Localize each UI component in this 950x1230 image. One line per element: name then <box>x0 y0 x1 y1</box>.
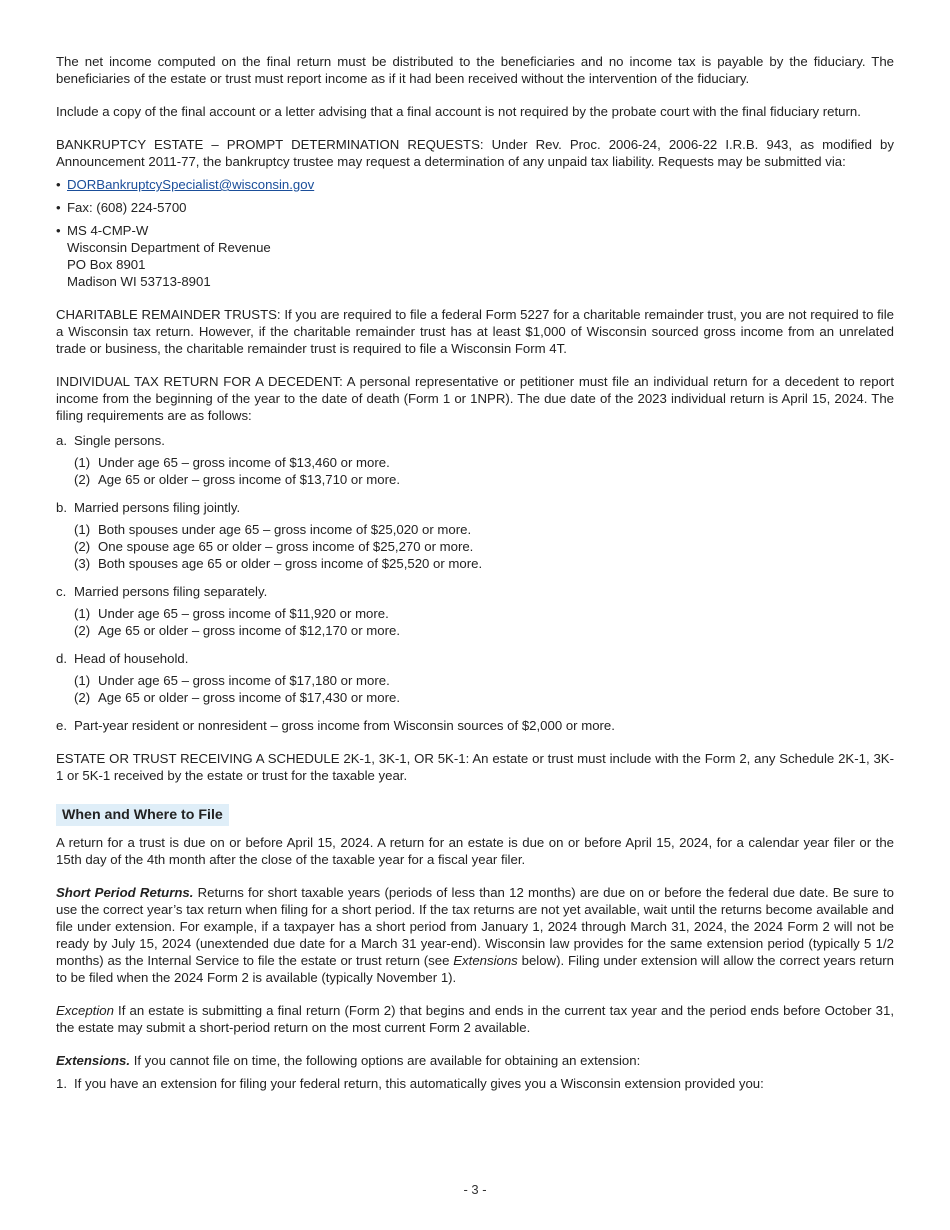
bullet-mail <box>56 222 894 290</box>
sub-text: Age 65 or older – gross income of $17,430 or more. <box>98 690 401 705</box>
sub-number: (2) <box>74 472 91 487</box>
paragraph-extensions <box>56 1052 894 1069</box>
bullet-icon: • <box>56 223 61 238</box>
list-label: Part-year resident or nonresident – gross income from Wisconsin sources of $2,000 or more. <box>74 718 615 733</box>
exception-text: If an estate is submitting a final return (Form 2) that begins and ends in the current tax year and the period ends before October 31, the estate may submit a short-period return on the most current Form 2 available. <box>56 1003 894 1035</box>
sub-number: (1) <box>74 455 91 470</box>
list-letter: c. <box>56 584 67 599</box>
requirement-c <box>56 583 894 639</box>
extensions-reference: Extensions <box>453 953 518 968</box>
extension-item-text: If you have an extension for filing your federal return, this automatically gives you a Wisconsin extension provided you: <box>74 1076 764 1091</box>
paragraph-decedent: INDIVIDUAL TAX RETURN FOR A DECEDENT: A personal representative or petitioner must file an individual return for a decedent to report income from the beginning of the year to the date of death (Form 1 or 1NPR). The due date of the 2023 individual return is April 15, 2024. The filing requirements are as follows: <box>56 374 894 423</box>
paragraph-charitable: CHARITABLE REMAINDER TRUSTS: If you are required to file a federal Form 5227 for a charitable remainder trust, you are not required to file a Wisconsin tax return. However, if the charitable remainder trust has at least $1,000 of Wisconsin sourced gross income from an unrelated trade or business, the charitable remainder trust is required to file a Wisconsin Form 4T. <box>56 307 894 356</box>
paragraph-schedule-k1: ESTATE OR TRUST RECEIVING A SCHEDULE 2K-1, 3K-1, OR 5K-1: An estate or trust must include with the Form 2, any Schedule 2K-1, 3K-1 or 5K-1 received by the estate or trust for the taxable year. <box>56 751 894 783</box>
paragraph-exception <box>56 1002 894 1036</box>
list-label: Married persons filing separately. <box>74 584 268 599</box>
mail-line: MS 4-CMP-W <box>67 223 149 238</box>
list-label: Head of household. <box>74 651 189 666</box>
requirement-a <box>56 432 894 488</box>
short-period-text: Returns for short taxable years (periods of less than 12 months) are due on or before the federal due date. Be sure to use the correct year’s tax return when filing for a short period. If the tax returns are not yet available, wait until the returns become available and file under extension. For example, if a taxpayer has a short period from January 1, 2024 through March 31, 2024, the 2024 Form 2 will not be ready by July 15, 2024 (unextended due date for a March 31 year-end). Wisconsin law provides for the same extension period (typically 5 1/2 months) as the Internal Service to file the estate or trust return (see <box>56 885 894 968</box>
bullet-icon: • <box>56 177 61 192</box>
sub-number: (2) <box>74 623 91 638</box>
requirement-e <box>56 717 894 734</box>
list-label: Single persons. <box>74 433 165 448</box>
sub-text: Under age 65 – gross income of $13,460 or more. <box>98 455 390 470</box>
document-page <box>56 53 894 1092</box>
sub-text: Both spouses under age 65 – gross income of $25,020 or more. <box>98 522 472 537</box>
extensions-label: Extensions. <box>56 1053 131 1068</box>
list-letter: e. <box>56 718 67 733</box>
email-link[interactable]: DORBankruptcySpecialist@wisconsin.gov <box>67 177 315 192</box>
requirement-d <box>56 650 894 706</box>
sub-number: (3) <box>74 556 91 571</box>
bullet-icon: • <box>56 200 61 215</box>
sub-number: (2) <box>74 539 91 554</box>
sub-number: (2) <box>74 690 91 705</box>
extensions-text: If you cannot file on time, the following options are available for obtaining an extension: <box>130 1053 641 1068</box>
extension-item-1 <box>56 1075 894 1092</box>
requirement-b <box>56 499 894 572</box>
list-letter: b. <box>56 500 67 515</box>
mail-line: Madison WI 53713-8901 <box>67 274 211 289</box>
sub-number: (1) <box>74 606 91 621</box>
bullet-fax <box>56 199 894 216</box>
short-period-text-end: below). Filing under extension will allow the correct years return to be filed when the 2024 Form 2 is available (typically November 1). <box>56 953 895 985</box>
paragraph-short-period <box>56 884 894 986</box>
sub-text: Age 65 or older – gross income of $13,710 or more. <box>98 472 401 487</box>
exception-label: Exception <box>56 1003 114 1018</box>
mail-line: PO Box 8901 <box>67 257 146 272</box>
sub-number: (1) <box>74 522 91 537</box>
sub-text: Both spouses age 65 or older – gross income of $25,520 or more. <box>98 556 483 571</box>
list-letter: d. <box>56 651 67 666</box>
mail-address <box>67 222 894 290</box>
sub-number: (1) <box>74 673 91 688</box>
list-label: Married persons filing jointly. <box>74 500 241 515</box>
sub-text: One spouse age 65 or older – gross income of $25,270 or more. <box>98 539 474 554</box>
sub-text: Under age 65 – gross income of $17,180 or more. <box>98 673 390 688</box>
paragraph-final-account: Include a copy of the final account or a letter advising that a final account is not required by the probate court with the final fiduciary return. <box>56 104 861 119</box>
bullet-email <box>56 176 894 193</box>
paragraph-due-dates: A return for a trust is due on or before April 15, 2024. A return for an estate is due on or before April 15, 2024, for a calendar year filer or the 15th day of the 4th month after the close of the taxable year for a fiscal year filer. <box>56 835 894 867</box>
list-letter: a. <box>56 433 67 448</box>
mail-line: Wisconsin Department of Revenue <box>67 240 271 255</box>
short-period-label: Short Period Returns. <box>56 885 194 900</box>
fax-text: Fax: (608) 224-5700 <box>67 200 187 215</box>
paragraph-bankruptcy: BANKRUPTCY ESTATE – PROMPT DETERMINATION REQUESTS: Under Rev. Proc. 2006-24, 2006-22 I.R.B. 943, as modified by Announcement 2011-77, the bankruptcy trustee may request a determination of any unpaid tax liability. Requests may be submitted via: <box>56 137 894 169</box>
paragraph-net-income: The net income computed on the final return must be distributed to the beneficiaries and no income tax is payable by the fiduciary. The beneficiaries of the estate or trust must report income as if it had been received without the intervention of the fiduciary. <box>56 54 894 86</box>
section-heading-when-where: When and Where to File <box>56 804 229 826</box>
sub-text: Under age 65 – gross income of $11,920 or more. <box>98 606 389 621</box>
page-number: - 3 - <box>463 1182 487 1197</box>
sub-text: Age 65 or older – gross income of $12,170 or more. <box>98 623 401 638</box>
list-number: 1. <box>56 1076 67 1091</box>
